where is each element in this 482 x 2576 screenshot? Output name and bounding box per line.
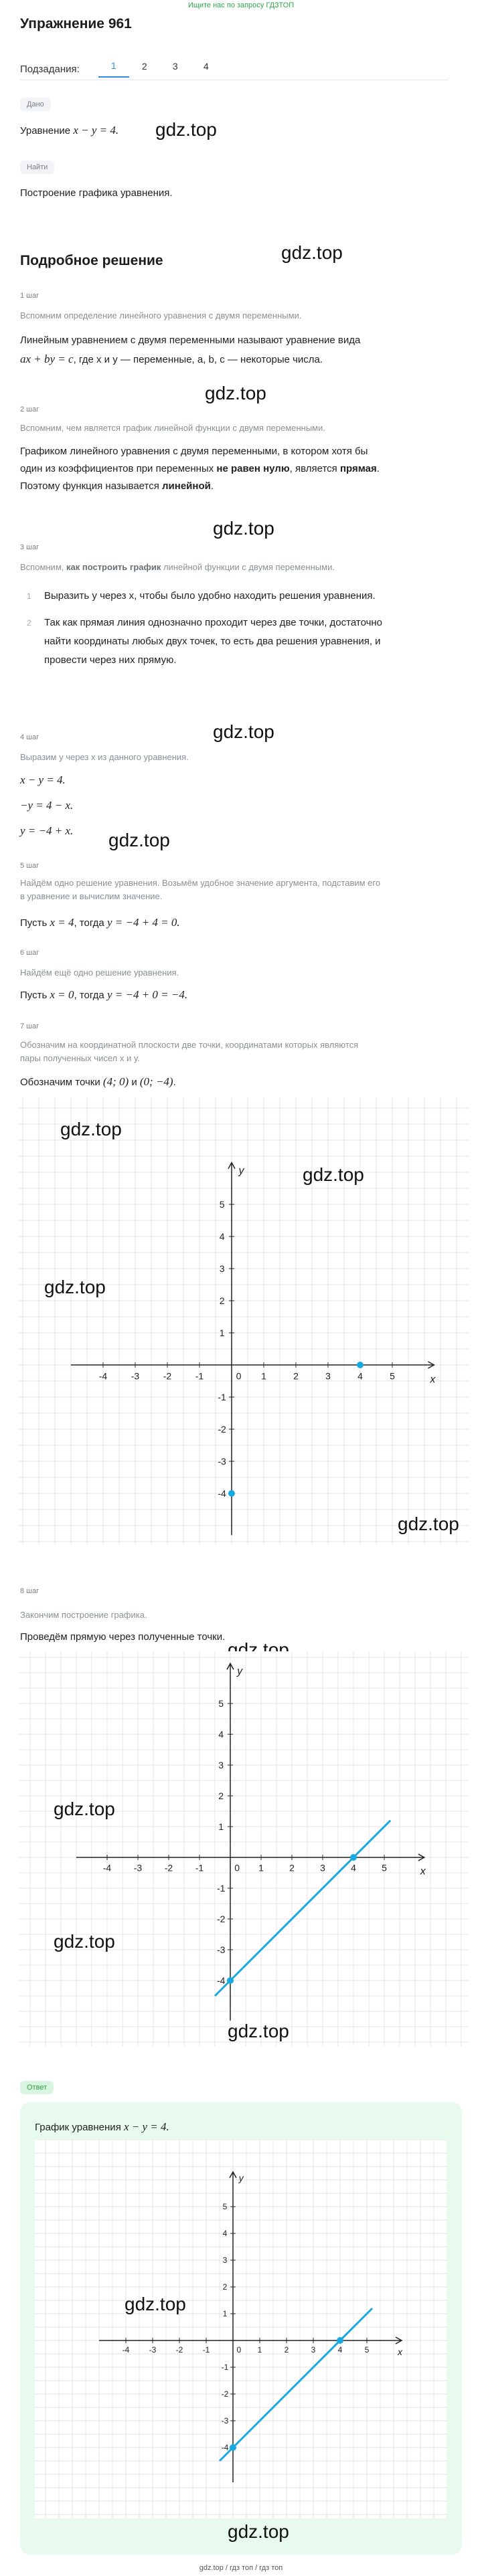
step-intro: Выразим y через x из данного уравнения. xyxy=(20,752,189,762)
graph-point xyxy=(357,1362,364,1368)
step-intro: Закончим построение графика. xyxy=(20,1610,147,1620)
answer-chip: Ответ xyxy=(20,2081,54,2094)
graph-point xyxy=(350,1854,357,1861)
graph-point xyxy=(227,1977,234,1984)
y-axis-label: y xyxy=(238,2173,244,2183)
x-tick-label: 4 xyxy=(351,1862,356,1873)
step-text: Проведём прямую через полученные точки. xyxy=(20,1631,226,1643)
x-tick-label: 4 xyxy=(357,1370,363,1382)
step-text: Поэтому функция называется линейной. xyxy=(20,480,214,492)
graph-line xyxy=(215,1821,390,1996)
x-axis-label: x xyxy=(430,1374,436,1386)
y-tick-label: 2 xyxy=(218,1790,224,1801)
step-text: один из коэффициентов при переменных не равен нулю, является прямая. xyxy=(20,463,380,474)
step-intro: Вспомним, как построить график линейной функции с двумя переменными. xyxy=(20,562,335,572)
watermark: gdz.top xyxy=(108,830,170,850)
x-tick-label: -2 xyxy=(163,1370,172,1382)
equation: −y = 4 − x. xyxy=(20,799,74,812)
search-hint: Ищите нас по запросу ГДЗТОП xyxy=(187,1,295,9)
tab-2[interactable]: 2 xyxy=(141,61,147,72)
watermark: gdz.top xyxy=(54,1799,115,1819)
watermark: gdz.top xyxy=(54,1931,115,1952)
step-label: 6 шаг xyxy=(20,949,39,957)
watermark: gdz.top xyxy=(44,1277,106,1297)
step-text: Обозначим точки (4; 0) и (0; −4). xyxy=(20,1075,176,1088)
y-tick-label: -1 xyxy=(221,2363,229,2373)
y-tick-label: 5 xyxy=(219,1198,225,1210)
given-text: Уравнение x − y = 4. xyxy=(20,124,119,136)
y-tick-label: -1 xyxy=(216,1882,226,1894)
origin-label: 0 xyxy=(236,2345,242,2355)
step-label: 8 шаг xyxy=(20,1587,39,1595)
y-axis-label: y xyxy=(238,1165,244,1177)
y-tick-label: 5 xyxy=(222,2202,228,2212)
graph-point xyxy=(230,2444,236,2451)
x-tick-label: -4 xyxy=(102,1862,112,1873)
watermark: gdz.top xyxy=(125,2294,186,2314)
given-formula: x − y = 4. xyxy=(73,124,119,136)
tab-1[interactable]: 1 xyxy=(98,60,129,78)
x-tick-label: -1 xyxy=(195,1862,204,1873)
step-text: ax + by = c, где x и y — переменные, a, b, c — некоторые числа. xyxy=(20,353,323,365)
y-tick-label: -4 xyxy=(221,2443,229,2453)
step-intro: Обозначим на координатной плоскости две точки, координатами которых являются xyxy=(20,1040,359,1050)
x-tick-label: -3 xyxy=(149,2345,157,2355)
watermark: gdz.top xyxy=(155,119,217,140)
step-intro: пары полученных чисел x и y. xyxy=(20,1053,141,1063)
y-tick-label: -2 xyxy=(218,1423,226,1435)
y-tick-label: 5 xyxy=(218,1697,224,1709)
footer-link[interactable]: гдз топ xyxy=(259,2564,283,2572)
y-tick-label: 4 xyxy=(218,1728,224,1740)
equation: x − y = 4. xyxy=(20,773,66,786)
watermark: gdz.top xyxy=(228,2021,289,2041)
step-text: Пусть x = 0, тогда y = −4 + 0 = −4. xyxy=(20,988,188,1001)
step-label: 1 шаг xyxy=(20,292,39,300)
x-tick-label: 5 xyxy=(382,1862,387,1873)
x-tick-label: 1 xyxy=(257,2345,262,2355)
watermark: gdz.top xyxy=(213,721,274,742)
graph-line xyxy=(220,2308,372,2461)
origin-label: 0 xyxy=(236,1370,242,1382)
y-tick-label: 1 xyxy=(218,1821,224,1832)
watermark: gdz.top xyxy=(205,383,266,403)
step-label: 7 шаг xyxy=(20,1022,39,1030)
find-chip: Найти xyxy=(20,161,54,174)
y-tick-label: 1 xyxy=(222,2309,228,2319)
step-label: 5 шаг xyxy=(20,862,39,870)
x-tick-label: -1 xyxy=(202,2345,210,2355)
list-item-cont: провести через них прямую. xyxy=(44,654,177,666)
x-tick-label: -3 xyxy=(131,1370,140,1382)
y-tick-label: -3 xyxy=(216,1944,226,1955)
x-tick-label: 4 xyxy=(337,2345,343,2355)
footer-link[interactable]: гдз топ xyxy=(230,2564,254,2572)
y-tick-label: -1 xyxy=(218,1391,226,1402)
tab-3[interactable]: 3 xyxy=(172,61,178,72)
answer-text: График уравнения x − y = 4. xyxy=(35,2120,169,2133)
step-label: 4 шаг xyxy=(20,733,39,741)
x-tick-label: -2 xyxy=(164,1862,173,1873)
x-tick-label: 2 xyxy=(289,1862,295,1873)
y-tick-label: 4 xyxy=(219,1230,225,1242)
x-tick-label: 3 xyxy=(325,1370,331,1382)
step-label: 2 шаг xyxy=(20,405,39,413)
y-tick-label: -3 xyxy=(221,2416,229,2426)
equation: y = −4 + x. xyxy=(20,824,74,837)
x-tick-label: 2 xyxy=(293,1370,299,1382)
step-text: Линейным уравнением с двумя переменными называют уравнение вида xyxy=(20,335,361,346)
watermark: gdz.top xyxy=(228,1639,289,1660)
footer-link[interactable]: gdz.top xyxy=(199,2564,224,2572)
solution-title: Подробное решение xyxy=(20,253,163,268)
graph-point xyxy=(228,1490,235,1497)
x-tick-label: -4 xyxy=(122,2345,130,2355)
y-tick-label: 3 xyxy=(218,1759,224,1770)
x-tick-label: 3 xyxy=(311,2345,316,2355)
watermark: gdz.top xyxy=(228,2521,289,2542)
page-title: Упражнение 961 xyxy=(20,16,132,31)
x-tick-label: 5 xyxy=(390,1370,395,1382)
y-tick-label: -2 xyxy=(216,1913,226,1924)
watermark: gdz.top xyxy=(281,242,343,263)
x-tick-label: -4 xyxy=(98,1370,108,1382)
x-tick-label: 3 xyxy=(320,1862,325,1873)
step-intro: Найдём одно решение уравнения. Возьмём удобное значение аргумента, подставим его xyxy=(20,878,381,888)
y-tick-label: 1 xyxy=(219,1327,225,1338)
y-tick-label: 2 xyxy=(222,2282,228,2292)
subtasks-label: Подзадания: xyxy=(20,63,80,75)
watermark: gdz.top xyxy=(213,518,274,539)
x-tick-label: 2 xyxy=(284,2345,289,2355)
x-tick-label: -2 xyxy=(175,2345,183,2355)
y-tick-label: 2 xyxy=(219,1295,225,1306)
y-tick-label: -3 xyxy=(218,1455,226,1467)
y-axis-label: y xyxy=(237,1665,243,1677)
coordinate-graph xyxy=(19,1097,469,1544)
graph-point xyxy=(337,2337,343,2344)
list-item: 1 Выразить y через x, чтобы было удобно находить решения уравнения. xyxy=(27,590,376,602)
step-label: 3 шаг xyxy=(20,543,39,551)
watermark: gdz.top xyxy=(60,1119,122,1139)
y-tick-label: -4 xyxy=(216,1974,226,1986)
step-intro: Найдём ещё одно решение уравнения. xyxy=(20,968,179,978)
watermark: gdz.top xyxy=(303,1164,364,1185)
coordinate-graph xyxy=(35,2140,447,2518)
y-tick-label: 4 xyxy=(222,2229,228,2239)
y-tick-label: -4 xyxy=(218,1487,226,1499)
x-axis-label: x xyxy=(398,2347,402,2357)
y-tick-label: 3 xyxy=(219,1263,225,1274)
given-chip: Дано xyxy=(20,98,51,111)
step-text: Графиком линейного уравнения с двумя переменными, в котором хотя бы xyxy=(20,446,368,457)
y-tick-label: 3 xyxy=(222,2256,228,2266)
step-intro: в уравнение и вычислим значение. xyxy=(20,891,163,901)
x-tick-label: 1 xyxy=(258,1862,264,1873)
x-tick-label: 5 xyxy=(364,2345,370,2355)
list-item-cont: найти координаты любых двух точек, то есть два решения уравнения, и xyxy=(44,636,381,647)
tab-4[interactable]: 4 xyxy=(203,61,209,72)
step-intro: Вспомним определение линейного уравнения с двумя переменными. xyxy=(20,310,302,320)
origin-label: 0 xyxy=(234,1862,240,1873)
x-tick-label: 1 xyxy=(261,1370,266,1382)
x-tick-label: -1 xyxy=(195,1370,204,1382)
coordinate-graph xyxy=(19,1651,469,2046)
find-text: Построение графика уравнения. xyxy=(20,187,173,199)
subtasks-bar xyxy=(20,60,222,78)
step-intro: Вспомним, чем является график линейной функции с двумя переменными. xyxy=(20,423,325,433)
y-tick-label: -2 xyxy=(221,2389,229,2399)
list-item: 2 Так как прямая линия однозначно проходит через две точки, достаточно xyxy=(27,617,383,628)
step-text: Пусть x = 4, тогда y = −4 + 4 = 0. xyxy=(20,916,180,929)
x-tick-label: -3 xyxy=(133,1862,143,1873)
watermark: gdz.top xyxy=(398,1513,459,1534)
footer: gdz.top / гдз топ / гдз топ xyxy=(199,2564,283,2572)
x-axis-label: x xyxy=(420,1865,426,1877)
